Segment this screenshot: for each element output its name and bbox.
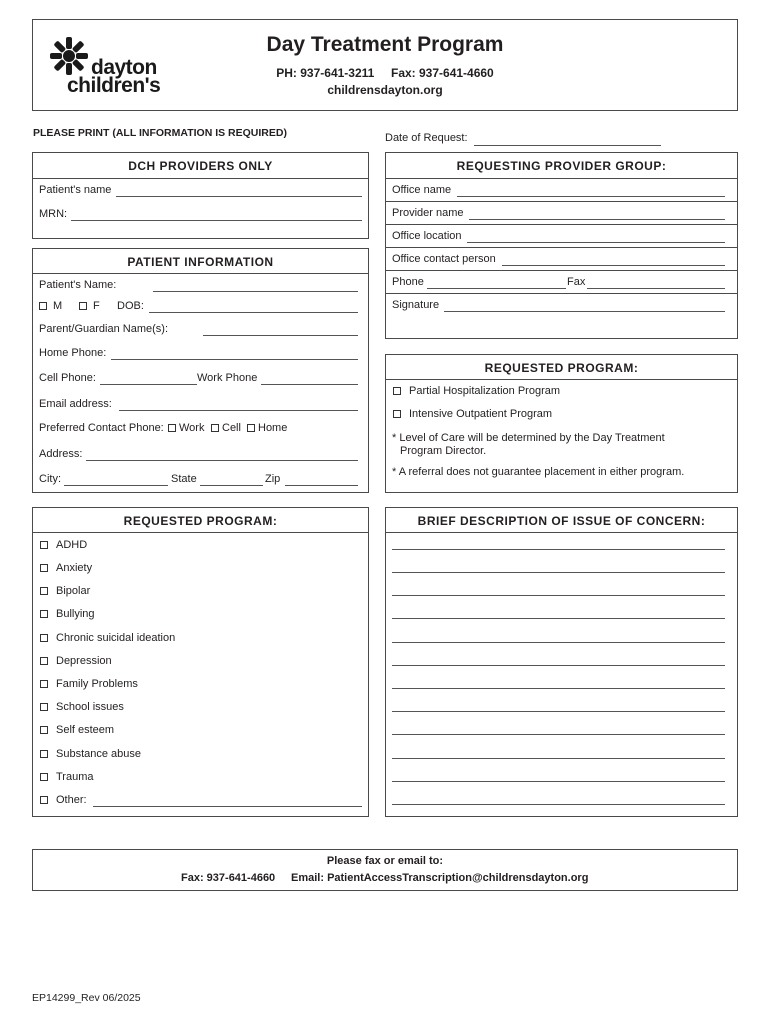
intensive-outpatient-option[interactable]: Intensive Outpatient Program [393, 408, 552, 420]
cell-phone-label: Cell Phone: [39, 372, 96, 384]
partial-hospitalization-option[interactable]: Partial Hospitalization Program [393, 385, 560, 397]
preferred-home-option[interactable]: Home [247, 422, 287, 434]
concern-title: BRIEF DESCRIPTION OF ISSUE OF CONCERN: [417, 514, 706, 528]
issue-item[interactable]: Depression [40, 655, 112, 667]
work-phone-field[interactable] [261, 384, 358, 385]
zip-field[interactable] [285, 485, 358, 486]
dch-providers-box [32, 152, 369, 239]
city-label: City: [39, 473, 61, 485]
divider [386, 247, 737, 248]
form-code: EP14299_Rev 06/2025 [32, 992, 141, 1004]
provider-fax-field[interactable] [587, 288, 725, 289]
divider [33, 532, 368, 533]
concern-line[interactable] [392, 734, 725, 735]
checkbox-icon[interactable] [247, 424, 255, 432]
sex-male-option[interactable]: M [39, 300, 62, 312]
signature-label: Signature [392, 299, 440, 311]
issue-item[interactable]: Family Problems [40, 678, 138, 690]
preferred-work-option[interactable]: Work [168, 422, 204, 434]
footer-email: Email: PatientAccessTranscription@childrensdayton.org [291, 872, 589, 884]
office-name-label: Office name [392, 184, 452, 196]
issue-item-other[interactable]: Other: [40, 794, 87, 806]
concern-line[interactable] [392, 781, 725, 782]
state-label: State [171, 473, 197, 485]
concern-box [385, 507, 738, 817]
zip-label: Zip [265, 473, 281, 485]
issue-item[interactable]: Chronic suicidal ideation [40, 632, 175, 644]
requested-program-box [385, 354, 738, 493]
patient-info-box [32, 248, 369, 493]
office-location-field[interactable] [467, 242, 725, 243]
other-field[interactable] [93, 806, 362, 807]
guardian-field[interactable] [203, 335, 358, 336]
print-note: PLEASE PRINT (ALL INFORMATION IS REQUIRED) [33, 127, 287, 139]
website: childrensdayton.org [327, 83, 443, 97]
concern-line[interactable] [392, 665, 725, 666]
divider [33, 178, 368, 179]
footer-box [32, 849, 738, 891]
date-of-request-field[interactable] [474, 145, 661, 146]
office-contact-field[interactable] [502, 265, 725, 266]
logo-text-dayton: dayton [91, 56, 157, 79]
dob-field[interactable] [149, 312, 358, 313]
checkbox-icon[interactable] [39, 302, 47, 310]
issue-item[interactable]: ADHD [40, 539, 87, 551]
checkbox-icon[interactable] [40, 657, 48, 665]
issue-item[interactable]: Self esteem [40, 724, 114, 736]
mrn-field[interactable] [71, 220, 362, 221]
concern-line[interactable] [392, 711, 725, 712]
divider [386, 178, 737, 179]
issue-item[interactable]: Bipolar [40, 585, 90, 597]
issue-item[interactable]: Anxiety [40, 562, 92, 574]
cell-phone-field[interactable] [100, 384, 197, 385]
checkbox-icon[interactable] [393, 387, 401, 395]
work-phone-label: Work Phone [197, 372, 258, 384]
signature-field[interactable] [444, 311, 725, 312]
patient-name-field[interactable] [116, 196, 362, 197]
footer-fax: Fax: 937-641-4660 [181, 872, 276, 884]
dch-providers-title: DCH PROVIDERS ONLY [128, 159, 273, 173]
footer-instruction: Please fax or email to: [326, 855, 444, 867]
concern-line[interactable] [392, 618, 725, 619]
state-field[interactable] [200, 485, 263, 486]
phone-label: Phone [392, 276, 424, 288]
concern-line[interactable] [392, 572, 725, 573]
level-of-care-note-cont: Program Director. [400, 445, 487, 457]
address-label: Address: [39, 448, 83, 460]
checkbox-icon[interactable] [40, 680, 48, 688]
concern-line[interactable] [392, 595, 725, 596]
checkbox-icon[interactable] [40, 726, 48, 734]
provider-phone-field[interactable] [427, 288, 566, 289]
divider [386, 293, 737, 294]
date-of-request-label: Date of Request: [385, 132, 468, 144]
guardian-label: Parent/Guardian Name(s): [39, 323, 168, 335]
email-field[interactable] [119, 410, 358, 411]
issues-title: REQUESTED PROGRAM: [123, 514, 278, 528]
referral-note: * A referral does not guarantee placement in either program. [392, 466, 685, 478]
divider [386, 379, 737, 380]
issue-item[interactable]: School issues [40, 701, 124, 713]
patient-full-name-field[interactable] [153, 291, 358, 292]
preferred-contact-label: Preferred Contact Phone: [39, 422, 164, 434]
divider [386, 270, 737, 271]
concern-line[interactable] [392, 688, 725, 689]
concern-line[interactable] [392, 642, 725, 643]
home-phone-label: Home Phone: [39, 347, 107, 359]
sex-female-option[interactable]: F [79, 300, 100, 312]
requested-program-title: REQUESTED PROGRAM: [484, 361, 639, 375]
dob-label: DOB: [117, 300, 144, 312]
provider-name-field[interactable] [469, 219, 725, 220]
concern-line[interactable] [392, 804, 725, 805]
address-field[interactable] [86, 460, 358, 461]
checkbox-icon[interactable] [393, 410, 401, 418]
checkbox-icon[interactable] [40, 703, 48, 711]
checkbox-icon[interactable] [79, 302, 87, 310]
office-location-label: Office location [392, 230, 462, 242]
patient-info-title: PATIENT INFORMATION [127, 255, 274, 269]
issue-item[interactable]: Substance abuse [40, 748, 141, 760]
header-box [32, 19, 738, 111]
patient-name-label: Patient's name [39, 184, 112, 196]
logo-text-childrens: children's [67, 74, 161, 97]
issue-item[interactable]: Bullying [40, 608, 95, 620]
office-name-field[interactable] [457, 196, 725, 197]
provider-group-box [385, 152, 738, 339]
concern-line[interactable] [392, 549, 725, 550]
city-field[interactable] [64, 485, 168, 486]
checkbox-icon[interactable] [40, 750, 48, 758]
patient-name-label: Patient's Name: [39, 279, 117, 291]
home-phone-field[interactable] [111, 359, 358, 360]
checkbox-icon[interactable] [211, 424, 219, 432]
office-contact-label: Office contact person [392, 253, 496, 265]
email-label: Email address: [39, 398, 112, 410]
checkbox-icon[interactable] [40, 564, 48, 572]
phone-fax-line: PH: 937-641-3211 Fax: 937-641-4660 [276, 66, 494, 80]
checkbox-icon[interactable] [168, 424, 176, 432]
checkbox-icon[interactable] [40, 587, 48, 595]
provider-name-label: Provider name [392, 207, 464, 219]
checkbox-icon[interactable] [40, 796, 48, 804]
form-title: Day Treatment Program [266, 33, 504, 56]
checkbox-icon[interactable] [40, 773, 48, 781]
preferred-cell-option[interactable]: Cell [211, 422, 241, 434]
checkbox-icon[interactable] [40, 541, 48, 549]
concern-line[interactable] [392, 758, 725, 759]
provider-group-title: REQUESTING PROVIDER GROUP: [456, 159, 667, 173]
checkbox-icon[interactable] [40, 634, 48, 642]
checkbox-icon[interactable] [40, 610, 48, 618]
level-of-care-note: * Level of Care will be determined by the Day Treatment [392, 432, 665, 444]
fax-label: Fax [567, 276, 586, 288]
divider [386, 201, 737, 202]
divider [386, 224, 737, 225]
divider [33, 273, 368, 274]
issue-item[interactable]: Trauma [40, 771, 94, 783]
mrn-label: MRN: [39, 208, 68, 220]
issues-box [32, 507, 369, 817]
divider [386, 532, 737, 533]
